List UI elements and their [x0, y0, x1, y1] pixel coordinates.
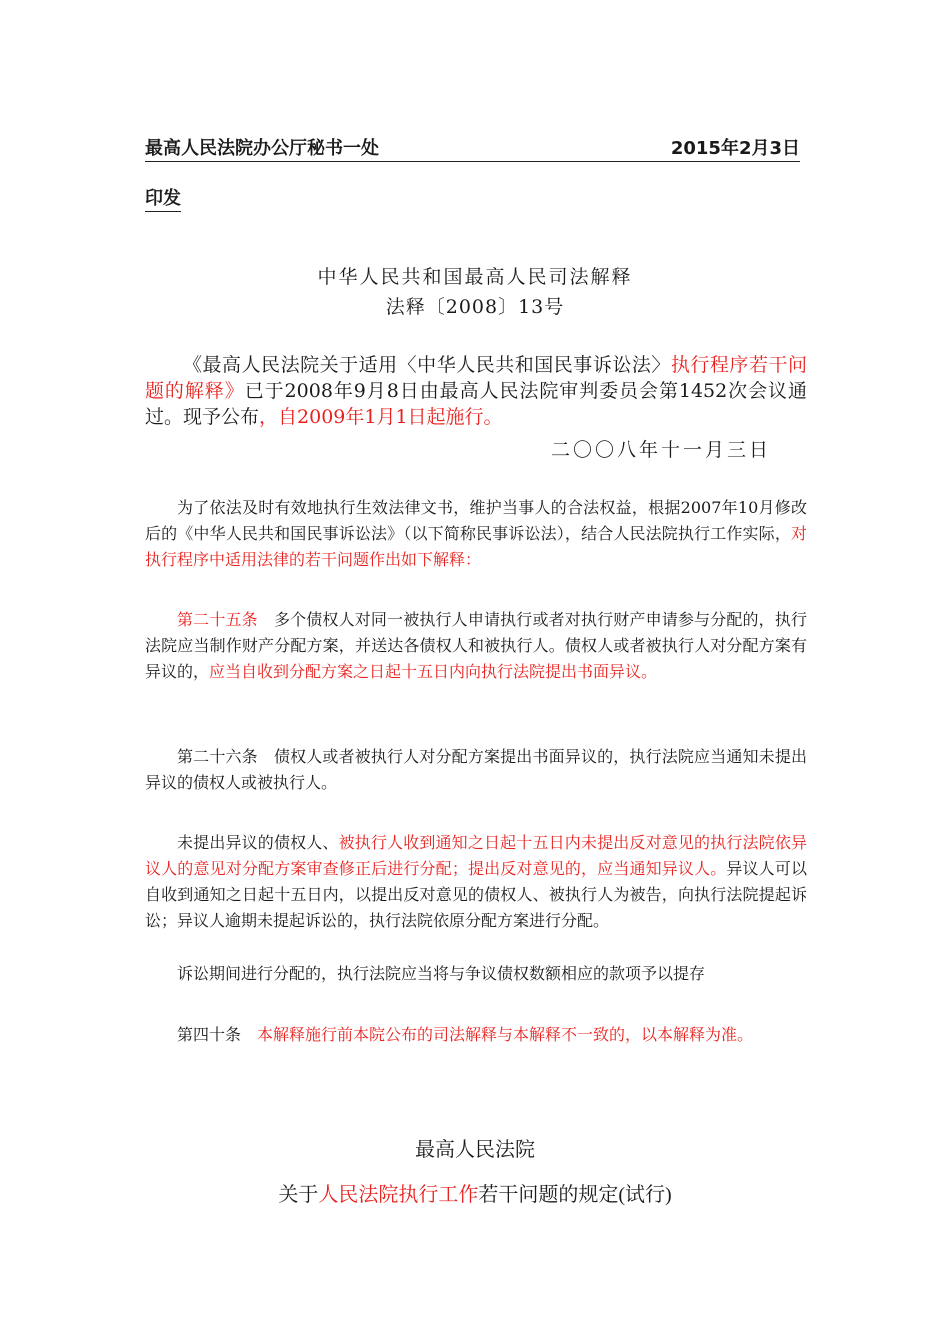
article-40-highlight: 本解释施行前本院公布的司法解释与本解释不一致的，以本解释为准。 — [241, 1025, 754, 1044]
interpretation-title: 中华人民共和国最高人民司法解释 — [317, 266, 633, 288]
regulation-title-highlight: 人民法院执行工作 — [318, 1184, 479, 1206]
article-40 — [145, 1022, 807, 1048]
announcement-highlight-1: 执行程序若干问题的解释》 — [145, 354, 807, 402]
preamble-highlight: 对执行程序中适用法律的若干问题作出如下解释： — [145, 524, 807, 569]
article-26-cont-text-2: 异议人可以自收到通知之日起十五日内，以提出反对意见的债权人、被执行人为被告，向执行法院提起诉讼；异议人逾期未提起诉讼的，执行法院依原分配方案进行分配。 — [145, 859, 807, 930]
article-26-cont-text-1: 未提出异议的债权人、 — [177, 833, 339, 852]
issuing-office-line — [145, 137, 800, 162]
announcement-text-2: 已于2008年9月8日由最高人民法院审判委员会第1452次会议通过。现予公布 — [145, 380, 807, 428]
regulation-title-text-1: 关于 — [278, 1184, 319, 1206]
article-26-cont-highlight: 被执行人收到通知之日起十五日内未提出反对意见的执行法院依异议人的意见对分配方案审查修正后进行分配；提出反对意见的，应当通知异议人。 — [145, 833, 807, 878]
announcement-highlight-2: ，自2009年1月1日起施行。 — [259, 406, 503, 428]
announcement-paragraph — [145, 352, 807, 430]
court-name-text: 最高人民法院 — [415, 1139, 535, 1161]
article-25-label: 第二十五条 — [177, 610, 258, 629]
article-25 — [145, 607, 807, 685]
interpretation-number: 法释〔2008〕13号 — [385, 296, 565, 318]
regulation-title — [0, 1178, 950, 1207]
regulation-title-text-2: 若干问题的规定(试行) — [478, 1184, 672, 1206]
issue-date: 2015年2月3日 — [670, 138, 800, 159]
issuing-office: 最高人民法院办公厅秘书一处 — [145, 138, 379, 159]
preamble-text: 为了依法及时有效地执行生效法律文书，维护当事人的合法权益，根据2007年10月修改后的《中华人民共和国民事诉讼法》（以下简称民事诉讼法），结合人民法院执行工作实际， — [145, 498, 807, 543]
article-26-continuation — [145, 830, 807, 934]
signature-date: 二〇〇八年十一月三日 — [551, 439, 772, 461]
article-26: 第二十六条 债权人或者被执行人对分配方案提出书面异议的，执行法院应当通知未提出异议的债权人或被执行人。 — [145, 747, 807, 792]
article-26-escrow-line: 诉讼期间进行分配的，执行法院应当将与争议债权数额相应的款项予以提存 — [177, 964, 706, 983]
announcement-text-1: 《最高人民法院关于适用〈中华人民共和国民事诉讼法〉 — [183, 354, 671, 376]
article-40-label: 第四十条 — [177, 1025, 242, 1044]
court-name — [0, 1133, 950, 1162]
issued-label: 印发 — [145, 187, 181, 212]
article-25-text: 多个债权人对同一被执行人申请执行或者对执行财产申请参与分配的，执行法院应当制作财产分配方案，并送达各债权人和被执行人。债权人或者被执行人对分配方案有异议的， — [145, 610, 807, 681]
article-25-highlight: 应当自收到分配方案之日起十五日内向执行法院提出书面异议。 — [209, 662, 658, 681]
preamble-paragraph — [145, 495, 807, 573]
